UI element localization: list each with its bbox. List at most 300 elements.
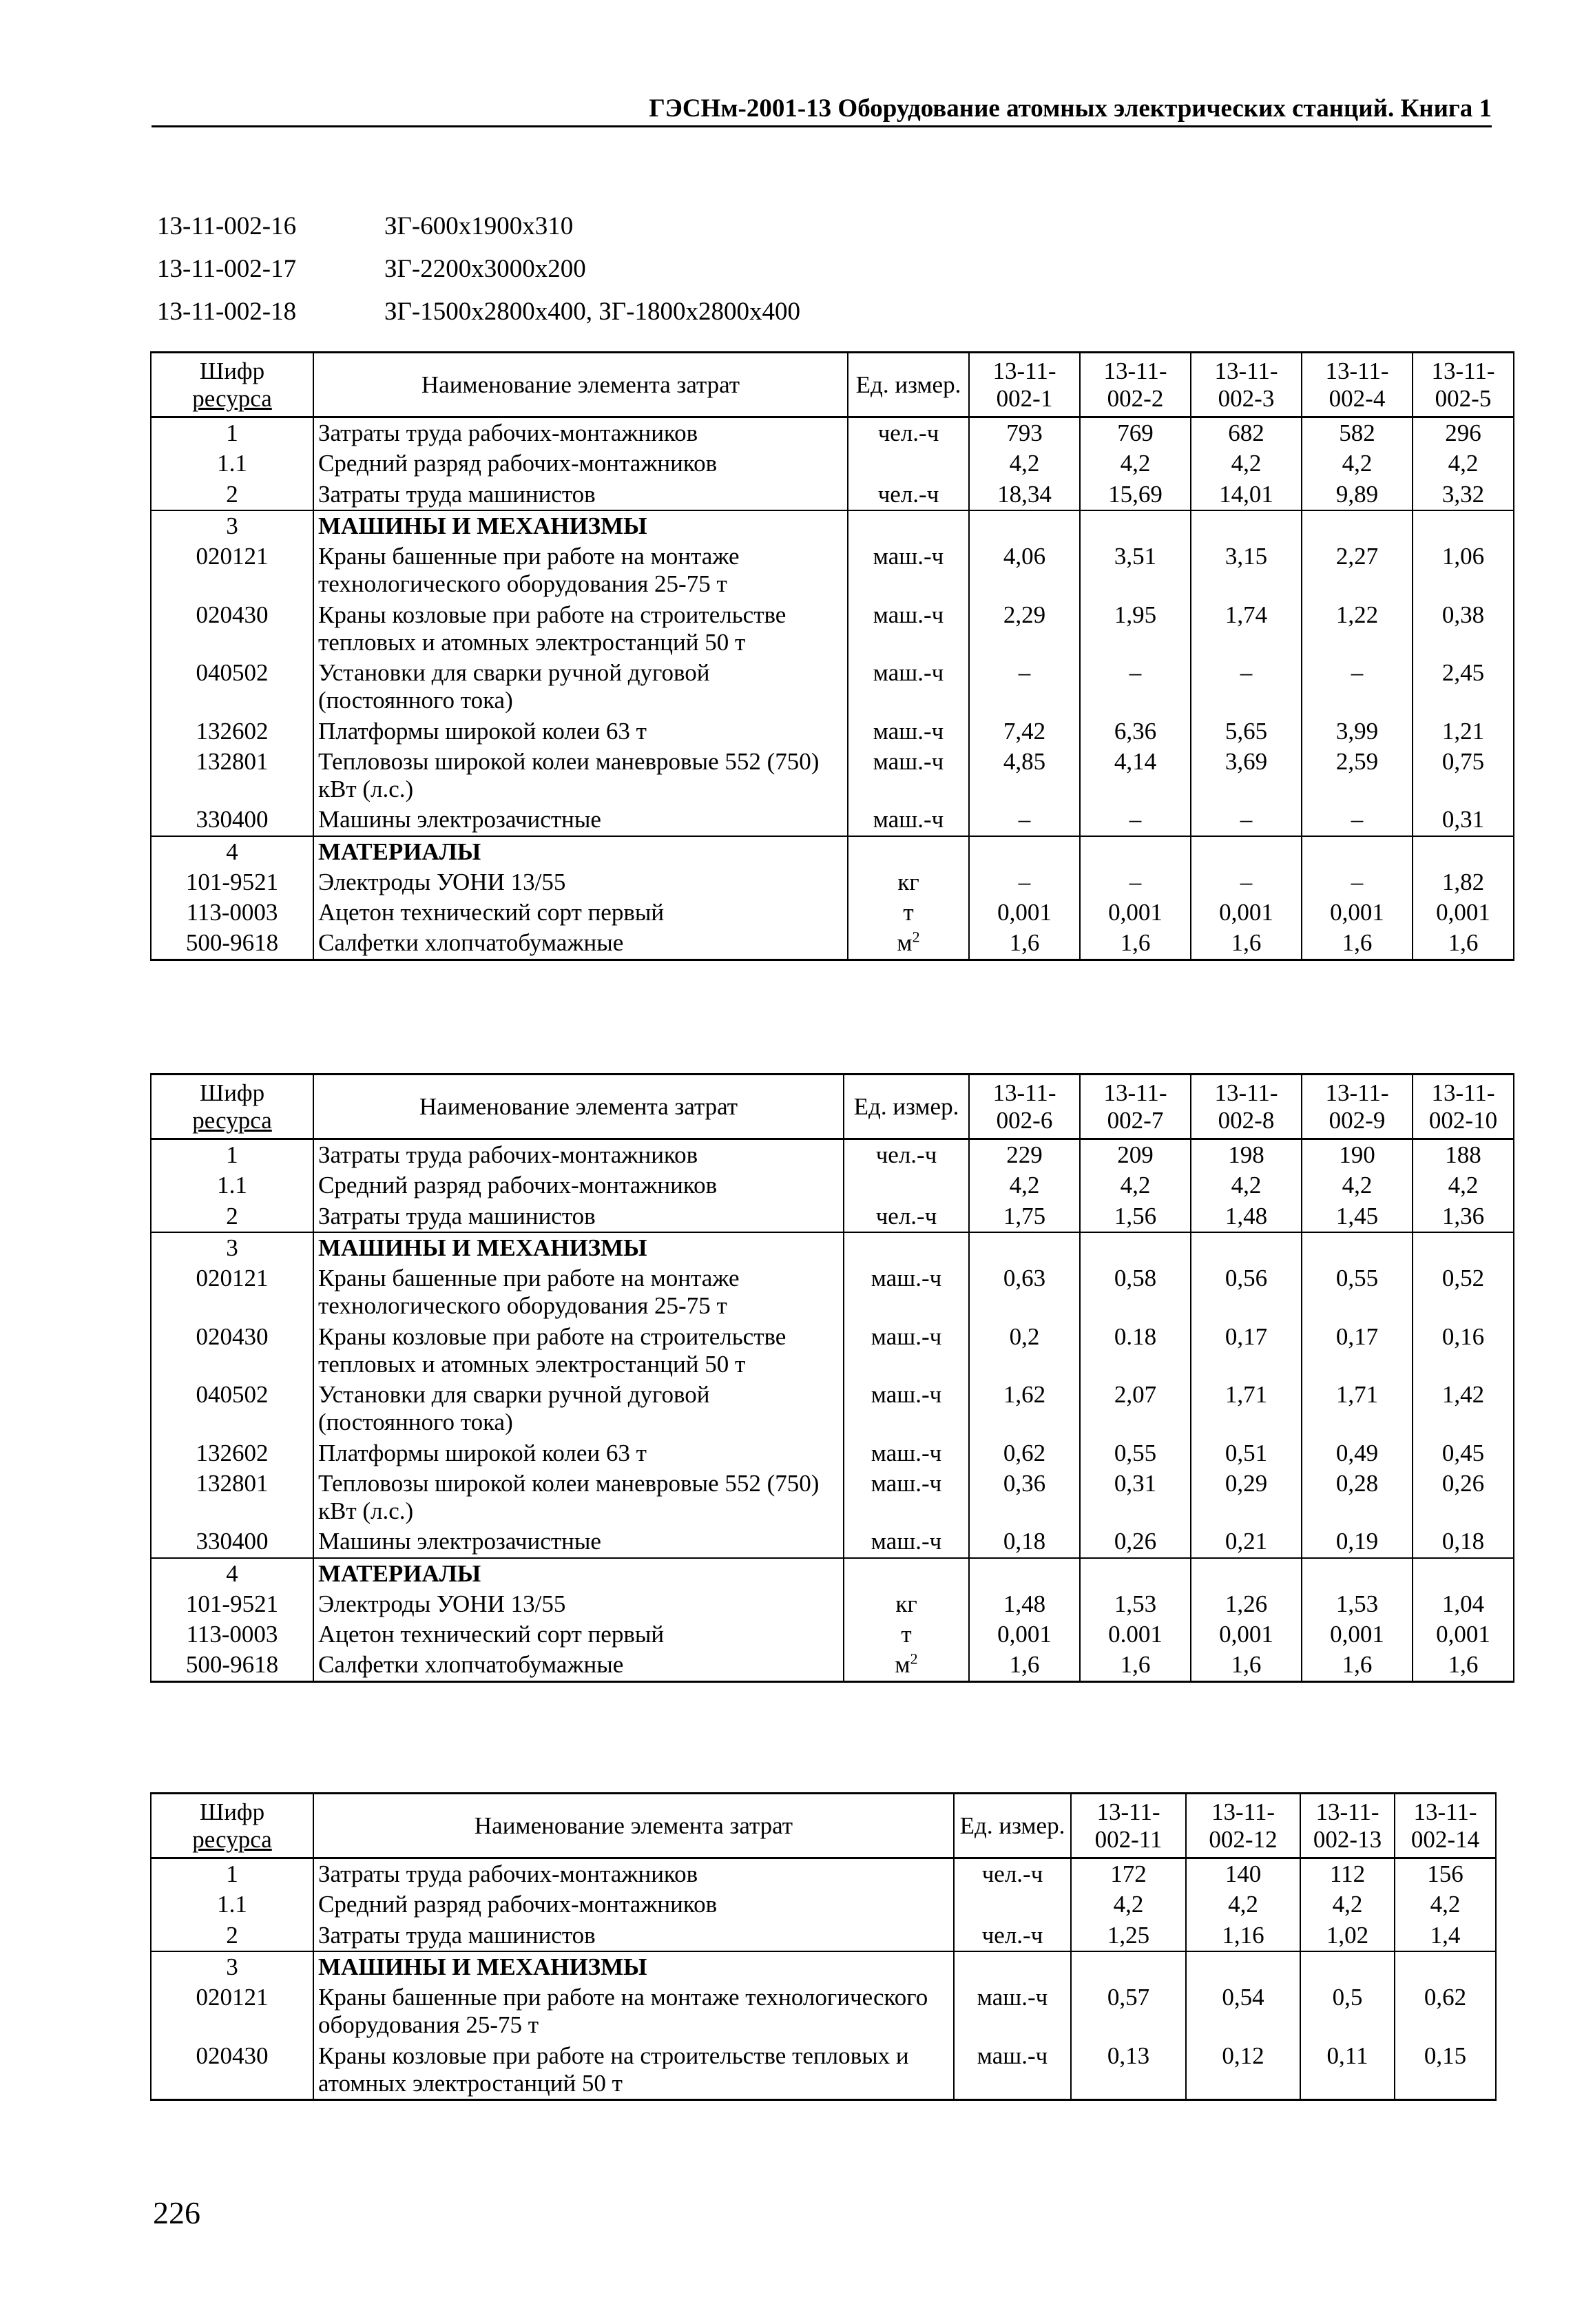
norm-value: 4,85 xyxy=(969,747,1080,805)
unit-text: маш.-ч xyxy=(873,543,944,570)
header-label: Шифр xyxy=(199,357,265,385)
table-row xyxy=(151,1858,1496,1890)
norm-value: 0,51 xyxy=(1191,1438,1302,1469)
table-row xyxy=(151,1589,1514,1619)
section-row xyxy=(151,836,1514,867)
norm-codes-list xyxy=(157,209,800,338)
header-norm-code xyxy=(969,353,1080,417)
resource-name: Затраты труда рабочих-монтажников xyxy=(313,417,848,449)
section-row xyxy=(151,1951,1496,1982)
unit-text: маш.-ч xyxy=(871,1265,942,1291)
header-element-name: Наименование элемента затрат xyxy=(313,353,848,417)
resource-code: 040502 xyxy=(151,1380,313,1438)
norm-value: 6,36 xyxy=(1080,716,1191,747)
norm-value: 4,2 xyxy=(1071,1889,1186,1920)
resource-unit xyxy=(844,1589,969,1619)
table-header-row xyxy=(151,1794,1496,1858)
resource-code: 1 xyxy=(151,1139,313,1171)
norm-value: 112 xyxy=(1300,1858,1395,1890)
header-resource-code xyxy=(151,353,313,417)
norm-value xyxy=(969,510,1080,541)
resource-name: Электроды УОНИ 13/55 xyxy=(313,867,848,898)
resource-name: Краны козловые при работе на строительстве тепловых и атомных электростанций 50 т xyxy=(313,2041,954,2100)
norm-value: 0,58 xyxy=(1080,1263,1191,1322)
resource-code: 1 xyxy=(151,1858,313,1890)
resource-code: 132801 xyxy=(151,747,313,805)
norm-value: 0,18 xyxy=(969,1526,1080,1557)
norm-value: – xyxy=(1302,658,1413,716)
unit-text: т xyxy=(901,1621,912,1648)
resource-code: 500-9618 xyxy=(151,928,313,959)
norm-value: 229 xyxy=(969,1139,1080,1171)
header-code-line: 13-11- xyxy=(1325,1079,1389,1107)
resource-name: Ацетон технический сорт первый xyxy=(313,898,848,928)
norm-value: 2,59 xyxy=(1302,747,1413,805)
norm-code-row xyxy=(157,252,800,295)
unit-text: маш.-ч xyxy=(871,1381,942,1408)
header-label: ресурса xyxy=(192,384,272,412)
header-code-line: 13-11- xyxy=(1103,357,1167,385)
table-row xyxy=(151,747,1514,805)
norm-value: 172 xyxy=(1071,1858,1186,1890)
unit-text: маш.-ч xyxy=(977,1984,1048,2011)
norm-value: 0,11 xyxy=(1300,2041,1395,2100)
norm-value: 4,2 xyxy=(1300,1889,1395,1920)
table-row xyxy=(151,2041,1496,2100)
resource-name: МАШИНЫ И МЕХАНИЗМЫ xyxy=(313,510,848,541)
resource-unit xyxy=(848,747,969,805)
norm-value: 4,2 xyxy=(1186,1889,1300,1920)
norm-value: 190 xyxy=(1302,1139,1413,1171)
table-row xyxy=(151,1650,1514,1681)
norm-value: 7,42 xyxy=(969,716,1080,747)
norm-value: 3,69 xyxy=(1191,747,1302,805)
norm-value: 4,2 xyxy=(1191,448,1302,479)
norm-value: 0,17 xyxy=(1191,1322,1302,1380)
resource-name: МАТЕРИАЛЫ xyxy=(313,1558,844,1589)
resource-unit xyxy=(844,1619,969,1650)
norm-value: 1,6 xyxy=(1191,928,1302,959)
resource-unit xyxy=(954,1982,1071,2041)
norm-value: 156 xyxy=(1395,1858,1496,1890)
norm-value: 3,15 xyxy=(1191,541,1302,600)
resource-name: Краны башенные при работе на монтаже технологического оборудования 25-75 т xyxy=(313,541,848,600)
norm-value: 0,57 xyxy=(1071,1982,1186,2041)
norm-value: 0,62 xyxy=(1395,1982,1496,2041)
resource-name: Средний разряд рабочих-монтажников xyxy=(313,448,848,479)
norm-value: 4,14 xyxy=(1080,747,1191,805)
norm-value xyxy=(1413,1558,1514,1589)
header-resource-code xyxy=(151,1794,313,1858)
norm-code: 13-11-002-17 xyxy=(157,255,297,283)
table-row xyxy=(151,716,1514,747)
unit-superscript: 2 xyxy=(910,1650,918,1668)
norm-value xyxy=(1413,836,1514,867)
header-label: ресурса xyxy=(192,1106,272,1134)
unit-text: маш.-ч xyxy=(871,1439,942,1466)
resource-code: 020430 xyxy=(151,2041,313,2100)
norm-value: 0,001 xyxy=(1080,898,1191,928)
norm-value: 1,74 xyxy=(1191,600,1302,658)
norm-value: 1,16 xyxy=(1186,1920,1300,1951)
resource-name: Машины электрозачистные xyxy=(313,805,848,836)
norm-value: 4,2 xyxy=(1413,1170,1514,1201)
resource-name: МАШИНЫ И МЕХАНИЗМЫ xyxy=(313,1951,954,1982)
table-row xyxy=(151,867,1514,898)
norm-value: 0,63 xyxy=(969,1263,1080,1322)
norm-value: 188 xyxy=(1413,1139,1514,1171)
header-norm-code xyxy=(1395,1794,1496,1858)
resource-code: 132602 xyxy=(151,716,313,747)
unit-text: маш.-ч xyxy=(873,717,944,745)
resource-code: 4 xyxy=(151,1558,313,1589)
norm-value xyxy=(969,836,1080,867)
page-header: ГЭСНм-2001-13 Оборудование атомных электрических станций. Книга 1 xyxy=(152,94,1492,127)
resource-code: 020121 xyxy=(151,1982,313,2041)
norm-value: 0,45 xyxy=(1413,1438,1514,1469)
resource-code: 500-9618 xyxy=(151,1650,313,1681)
norm-code-row xyxy=(157,209,800,252)
header-code-line: 13-11- xyxy=(1413,1798,1477,1826)
header-code-line: 13-11- xyxy=(1103,1079,1167,1107)
norm-value: 1,53 xyxy=(1302,1589,1413,1619)
resource-unit xyxy=(848,898,969,928)
resource-unit xyxy=(848,510,969,541)
norm-value: 3,99 xyxy=(1302,716,1413,747)
norm-value: 0,001 xyxy=(1413,898,1514,928)
unit-text: м xyxy=(897,929,913,957)
resource-code: 3 xyxy=(151,1232,313,1263)
norm-value: 1,95 xyxy=(1080,600,1191,658)
norm-value: 18,34 xyxy=(969,479,1080,510)
norm-value xyxy=(1413,1232,1514,1263)
resource-unit xyxy=(844,1322,969,1380)
resource-name: Платформы широкой колеи 63 т xyxy=(313,1438,844,1469)
norm-value: – xyxy=(1080,867,1191,898)
header-code-line: 002-1 xyxy=(996,384,1053,412)
norm-value: 1,71 xyxy=(1302,1380,1413,1438)
header-norm-code xyxy=(1071,1794,1186,1858)
unit-text: маш.-ч xyxy=(873,659,944,686)
norm-value: 0,5 xyxy=(1300,1982,1395,2041)
table-row xyxy=(151,479,1514,510)
norm-value xyxy=(1080,836,1191,867)
norm-value: 1,6 xyxy=(1413,928,1514,959)
resource-code: 020121 xyxy=(151,1263,313,1322)
norm-value: – xyxy=(1191,867,1302,898)
resource-unit xyxy=(844,1469,969,1527)
header-code-line: 002-9 xyxy=(1329,1106,1386,1134)
unit-superscript: 2 xyxy=(912,928,920,946)
unit-text: чел.-ч xyxy=(981,1921,1043,1949)
norm-value: 1,36 xyxy=(1413,1201,1514,1232)
resource-name: Затраты труда машинистов xyxy=(313,1920,954,1951)
header-code-line: 13-11- xyxy=(1211,1798,1275,1826)
section-row xyxy=(151,1232,1514,1263)
norm-value: 582 xyxy=(1302,417,1413,449)
resource-name: Машины электрозачистные xyxy=(313,1526,844,1557)
resource-unit xyxy=(848,600,969,658)
norm-value: 0,31 xyxy=(1413,805,1514,836)
resource-unit xyxy=(848,658,969,716)
norm-value xyxy=(1302,510,1413,541)
resource-unit xyxy=(848,541,969,600)
norm-value xyxy=(1191,1232,1302,1263)
norm-value: 0,001 xyxy=(969,1619,1080,1650)
norm-value: 2,07 xyxy=(1080,1380,1191,1438)
norm-value: 1,53 xyxy=(1080,1589,1191,1619)
norm-code-row xyxy=(157,295,800,338)
norm-value: 1,71 xyxy=(1191,1380,1302,1438)
norm-value: 0,001 xyxy=(1302,898,1413,928)
resource-code: 2 xyxy=(151,1201,313,1232)
table-row xyxy=(151,805,1514,836)
header-label: Шифр xyxy=(199,1079,265,1107)
norm-value: 0.18 xyxy=(1080,1322,1191,1380)
header-code-line: 13-11- xyxy=(1431,1079,1495,1107)
norm-value: 0,17 xyxy=(1302,1322,1413,1380)
norm-value: 198 xyxy=(1191,1139,1302,1171)
resource-name: Краны башенные при работе на монтаже технологического оборудования 25-75 т xyxy=(313,1982,954,2041)
norm-value: 0,001 xyxy=(1191,898,1302,928)
resource-code: 132801 xyxy=(151,1469,313,1527)
header-code-line: 13-11- xyxy=(1315,1798,1379,1826)
header-norm-code xyxy=(1413,353,1514,417)
norm-value xyxy=(1413,510,1514,541)
norm-value xyxy=(1080,510,1191,541)
header-label: Шифр xyxy=(199,1798,265,1826)
norm-value xyxy=(1080,1232,1191,1263)
resource-code: 101-9521 xyxy=(151,867,313,898)
table-row xyxy=(151,928,1514,959)
resource-unit xyxy=(954,1920,1071,1951)
unit-text: т xyxy=(903,899,914,926)
unit-text: маш.-ч xyxy=(871,1528,942,1555)
resource-code: 1.1 xyxy=(151,1889,313,1920)
unit-text: м xyxy=(895,1651,910,1679)
norm-value: 1,6 xyxy=(1302,928,1413,959)
norm-value: 1,21 xyxy=(1413,716,1514,747)
norm-value: 0,001 xyxy=(969,898,1080,928)
resource-name: МАШИНЫ И МЕХАНИЗМЫ xyxy=(313,1232,844,1263)
norm-value: 296 xyxy=(1413,417,1514,449)
section-row xyxy=(151,510,1514,541)
header-norm-code xyxy=(1191,353,1302,417)
header-code-line: 13-11- xyxy=(1214,1079,1278,1107)
unit-text: маш.-ч xyxy=(873,806,944,833)
norm-value xyxy=(1191,510,1302,541)
header-code-line: 002-7 xyxy=(1107,1106,1164,1134)
norm-value: 769 xyxy=(1080,417,1191,449)
norm-value: 0,16 xyxy=(1413,1322,1514,1380)
unit-text: кг xyxy=(895,1590,917,1617)
header-norm-code xyxy=(1186,1794,1300,1858)
header-code-line: 13-11- xyxy=(1214,357,1278,385)
norm-value: 1,25 xyxy=(1071,1920,1186,1951)
resource-name: Краны козловые при работе на строительстве тепловых и атомных электростанций 50 т xyxy=(313,1322,844,1380)
resource-code: 020121 xyxy=(151,541,313,600)
header-norm-code xyxy=(1302,353,1413,417)
resource-code: 1.1 xyxy=(151,448,313,479)
header-unit: Ед. измер. xyxy=(844,1075,969,1139)
resource-code: 3 xyxy=(151,510,313,541)
norm-value: 1,04 xyxy=(1413,1589,1514,1619)
table-row xyxy=(151,658,1514,716)
resource-name: Краны башенные при работе на монтаже технологического оборудования 25-75 т xyxy=(313,1263,844,1322)
resource-unit xyxy=(848,836,969,867)
norm-value: – xyxy=(969,658,1080,716)
header-norm-code xyxy=(1080,1075,1191,1139)
norm-value: 1,48 xyxy=(1191,1201,1302,1232)
resource-name: Средний разряд рабочих-монтажников xyxy=(313,1889,954,1920)
norm-value: – xyxy=(1080,805,1191,836)
norm-value: 1,02 xyxy=(1300,1920,1395,1951)
norm-value: 1,6 xyxy=(1080,928,1191,959)
norm-value: 4,2 xyxy=(1080,1170,1191,1201)
norm-value: 209 xyxy=(1080,1139,1191,1171)
norm-value: 0,18 xyxy=(1413,1526,1514,1557)
header-code-line: 002-2 xyxy=(1107,384,1164,412)
norm-value: – xyxy=(1302,867,1413,898)
header-element-name: Наименование элемента затрат xyxy=(313,1075,844,1139)
table-row xyxy=(151,1619,1514,1650)
unit-text: чел.-ч xyxy=(877,480,939,508)
table-row xyxy=(151,448,1514,479)
table-row xyxy=(151,1380,1514,1438)
resource-unit xyxy=(848,867,969,898)
norm-value: 0,15 xyxy=(1395,2041,1496,2100)
resource-unit xyxy=(848,928,969,959)
norm-value: 793 xyxy=(969,417,1080,449)
resource-code: 2 xyxy=(151,1920,313,1951)
resource-unit xyxy=(848,716,969,747)
norm-value: 1,4 xyxy=(1395,1920,1496,1951)
norm-value xyxy=(1186,1951,1300,1982)
resource-unit xyxy=(844,1650,969,1681)
norm-value xyxy=(969,1558,1080,1589)
resource-unit xyxy=(844,1558,969,1589)
resource-unit xyxy=(844,1232,969,1263)
header-code-line: 002-14 xyxy=(1410,1825,1480,1853)
unit-text: чел.-ч xyxy=(875,1141,937,1168)
norm-value xyxy=(1191,836,1302,867)
resource-unit xyxy=(844,1139,969,1171)
norm-value: 3,32 xyxy=(1413,479,1514,510)
norm-value: 15,69 xyxy=(1080,479,1191,510)
norm-value: 4,2 xyxy=(969,1170,1080,1201)
norm-value: 4,2 xyxy=(1395,1889,1496,1920)
header-code-line: 002-11 xyxy=(1094,1825,1163,1853)
norm-value: – xyxy=(969,805,1080,836)
norm-value: 0,38 xyxy=(1413,600,1514,658)
norm-value: 1,82 xyxy=(1413,867,1514,898)
norm-value: 9,89 xyxy=(1302,479,1413,510)
section-row xyxy=(151,1558,1514,1589)
resource-unit xyxy=(844,1170,969,1201)
norm-value: 0,001 xyxy=(1191,1619,1302,1650)
unit-text: маш.-ч xyxy=(873,747,944,775)
norm-value: 0,29 xyxy=(1191,1469,1302,1527)
norm-value xyxy=(1302,1232,1413,1263)
norm-value: 0,55 xyxy=(1080,1438,1191,1469)
norm-value xyxy=(1300,1951,1395,1982)
table-row xyxy=(151,1322,1514,1380)
header-label: ресурса xyxy=(192,1825,272,1853)
resource-unit xyxy=(954,1889,1071,1920)
resource-code: 040502 xyxy=(151,658,313,716)
header-norm-code xyxy=(1300,1794,1395,1858)
norm-value: 0,36 xyxy=(969,1469,1080,1527)
resource-code: 330400 xyxy=(151,805,313,836)
norm-value xyxy=(1191,1558,1302,1589)
table-row xyxy=(151,1139,1514,1171)
resource-code: 2 xyxy=(151,479,313,510)
norm-value: 1,6 xyxy=(1080,1650,1191,1681)
norm-value: 0,55 xyxy=(1302,1263,1413,1322)
resource-name: Тепловозы широкой колеи маневровые 552 (750) кВт (л.с.) xyxy=(313,1469,844,1527)
resource-name: Салфетки хлопчатобумажные xyxy=(313,1650,844,1681)
norm-value: 0,54 xyxy=(1186,1982,1300,2041)
norm-value: 0,52 xyxy=(1413,1263,1514,1322)
resource-table-2 xyxy=(150,1073,1514,1683)
norm-value: 2,29 xyxy=(969,600,1080,658)
norm-value: – xyxy=(1191,658,1302,716)
norm-value: 0,13 xyxy=(1071,2041,1186,2100)
header-code-line: 002-5 xyxy=(1435,384,1492,412)
table-header-row xyxy=(151,353,1514,417)
unit-text: маш.-ч xyxy=(873,601,944,628)
norm-value xyxy=(1395,1951,1496,1982)
table-row xyxy=(151,1889,1496,1920)
resource-unit xyxy=(844,1201,969,1232)
norm-value: – xyxy=(1080,658,1191,716)
resource-name: Тепловозы широкой колеи маневровые 552 (750) кВт (л.с.) xyxy=(313,747,848,805)
norm-value: 0,75 xyxy=(1413,747,1514,805)
page-number: 226 xyxy=(153,2195,200,2230)
norm-value: 1,62 xyxy=(969,1380,1080,1438)
resource-table-3 xyxy=(150,1792,1497,2101)
header-norm-code xyxy=(1413,1075,1514,1139)
header-unit: Ед. измер. xyxy=(954,1794,1071,1858)
norm-value: 4,2 xyxy=(1302,448,1413,479)
norm-value: 1,48 xyxy=(969,1589,1080,1619)
norm-code-desc: ЗГ-1500х2800х400, ЗГ-1800х2800х400 xyxy=(384,298,800,326)
norm-value: – xyxy=(1191,805,1302,836)
norm-value: 2,27 xyxy=(1302,541,1413,600)
table-row xyxy=(151,1201,1514,1232)
table-row xyxy=(151,1920,1496,1951)
norm-value: 2,45 xyxy=(1413,658,1514,716)
resource-code: 101-9521 xyxy=(151,1589,313,1619)
norm-code-desc: ЗГ-600х1900х310 xyxy=(384,212,574,240)
resource-name: Затраты труда рабочих-монтажников xyxy=(313,1139,844,1171)
norm-value: 1,6 xyxy=(1191,1650,1302,1681)
norm-value: 682 xyxy=(1191,417,1302,449)
resource-name: Затраты труда машинистов xyxy=(313,1201,844,1232)
norm-value: 14,01 xyxy=(1191,479,1302,510)
resource-name: Затраты труда машинистов xyxy=(313,479,848,510)
header-code-line: 002-6 xyxy=(996,1106,1053,1134)
table-row xyxy=(151,417,1514,449)
norm-value: 0,26 xyxy=(1413,1469,1514,1527)
norm-value: 140 xyxy=(1186,1858,1300,1890)
norm-value: 3,51 xyxy=(1080,541,1191,600)
resource-name: Затраты труда рабочих-монтажников xyxy=(313,1858,954,1890)
norm-code-desc: ЗГ-2200х3000х200 xyxy=(384,255,586,283)
header-code-line: 13-11- xyxy=(1325,357,1389,385)
norm-value: 0,001 xyxy=(1413,1619,1514,1650)
norm-value: 0,31 xyxy=(1080,1469,1191,1527)
